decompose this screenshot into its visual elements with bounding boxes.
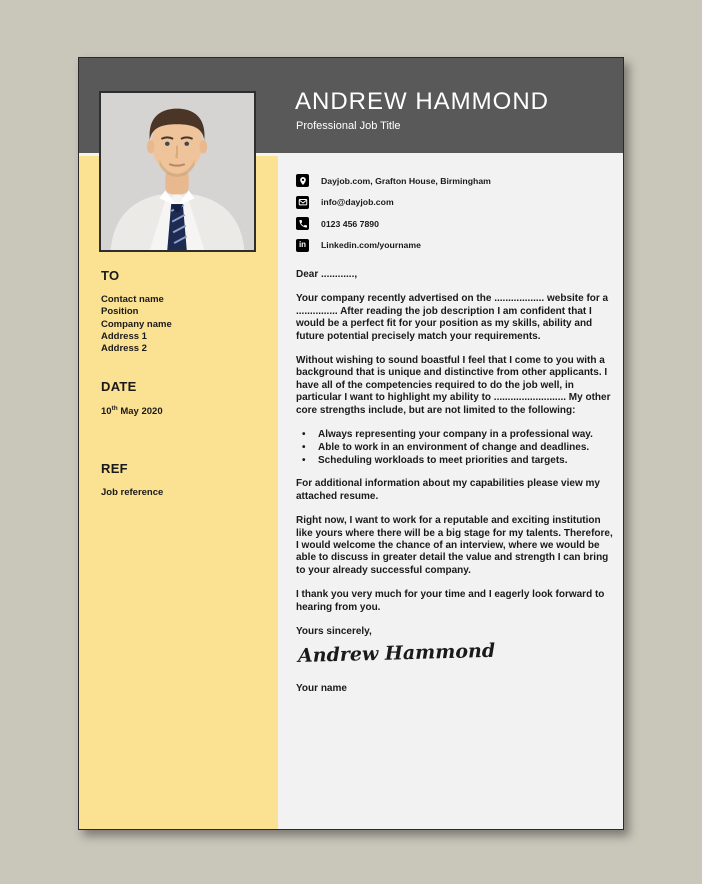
phone-icon — [296, 217, 309, 230]
paragraph-intro: Your company recently advertised on the .................. website for a ............... After reading the job description I am confident that I would be a perfect fit for your position as my skills, ability and future potential precisely match your requirements. — [296, 293, 609, 342]
to-heading: TO — [101, 268, 120, 283]
list-item: • Able to work in an environment of change and deadlines. — [302, 442, 618, 454]
to-address-2: Address 2 — [101, 343, 147, 355]
strengths-list — [302, 429, 618, 467]
portrait-illustration — [101, 93, 254, 250]
signature: Andrew Hammond — [297, 640, 496, 668]
your-name-label: Your name — [296, 682, 347, 694]
contact-phone-text: 0123 456 7890 — [321, 218, 379, 229]
location-pin-icon — [296, 174, 309, 187]
contact-list — [296, 170, 605, 256]
date-heading: DATE — [101, 379, 137, 395]
ref-value: Job reference — [101, 486, 164, 498]
contact-row-email — [296, 192, 605, 214]
closing: Yours sincerely, — [296, 625, 372, 637]
paragraph-interview: Right now, I want to work for a reputable and exciting institution like yours where there will be a big stage for my talents. Therefore, I would welcome the chance of an interview, where we would be able to discuss in greater detail the value and strength I can bring to your already successful company. — [296, 515, 613, 576]
cover-letter-page — [78, 57, 624, 830]
contact-row-linkedin — [296, 235, 605, 257]
to-company-name: Company name — [101, 318, 172, 330]
letter-body — [296, 269, 618, 695]
paragraph-thanks: I thank you very much for your time and I eagerly look forward to hearing from you. — [296, 589, 605, 613]
letter-content — [278, 153, 623, 829]
sidebar — [79, 156, 278, 829]
to-contact-name: Contact name — [101, 294, 164, 305]
to-position: Position — [101, 306, 139, 318]
paragraph-resume: For additional information about my capabilities please view my attached resume. — [296, 478, 600, 502]
to-address-1: Address 1 — [101, 330, 147, 342]
email-icon — [296, 196, 309, 209]
contact-linkedin-text: Linkedin.com/yourname — [321, 240, 421, 251]
salutation: Dear ............, — [296, 269, 358, 280]
date-value: 10th May 2020 — [101, 405, 163, 418]
list-item: • Always representing your company in a professional way. — [302, 429, 618, 441]
list-item: • Scheduling workloads to meet priorities and targets. — [302, 455, 618, 467]
paragraph-strengths: Without wishing to sound boastful I feel that I come to you with a background that is unique and distinctive from other applicants. I have all of the competencies required to do the job well, in particular I want to highlight my ability to .......................... My other core strengths include, but are not limited to the following: — [296, 355, 611, 416]
linkedin-icon: in — [296, 239, 309, 252]
contact-row-address — [296, 170, 605, 192]
ref-heading: REF — [101, 460, 128, 476]
profile-photo — [99, 91, 256, 252]
person-name: ANDREW HAMMOND — [295, 88, 549, 115]
contact-email-text: info@dayjob.com — [321, 197, 394, 208]
contact-address-text: Dayjob.com, Grafton House, Birmingham — [321, 175, 491, 186]
contact-row-phone — [296, 213, 605, 235]
job-title: Professional Job Title — [296, 120, 401, 132]
